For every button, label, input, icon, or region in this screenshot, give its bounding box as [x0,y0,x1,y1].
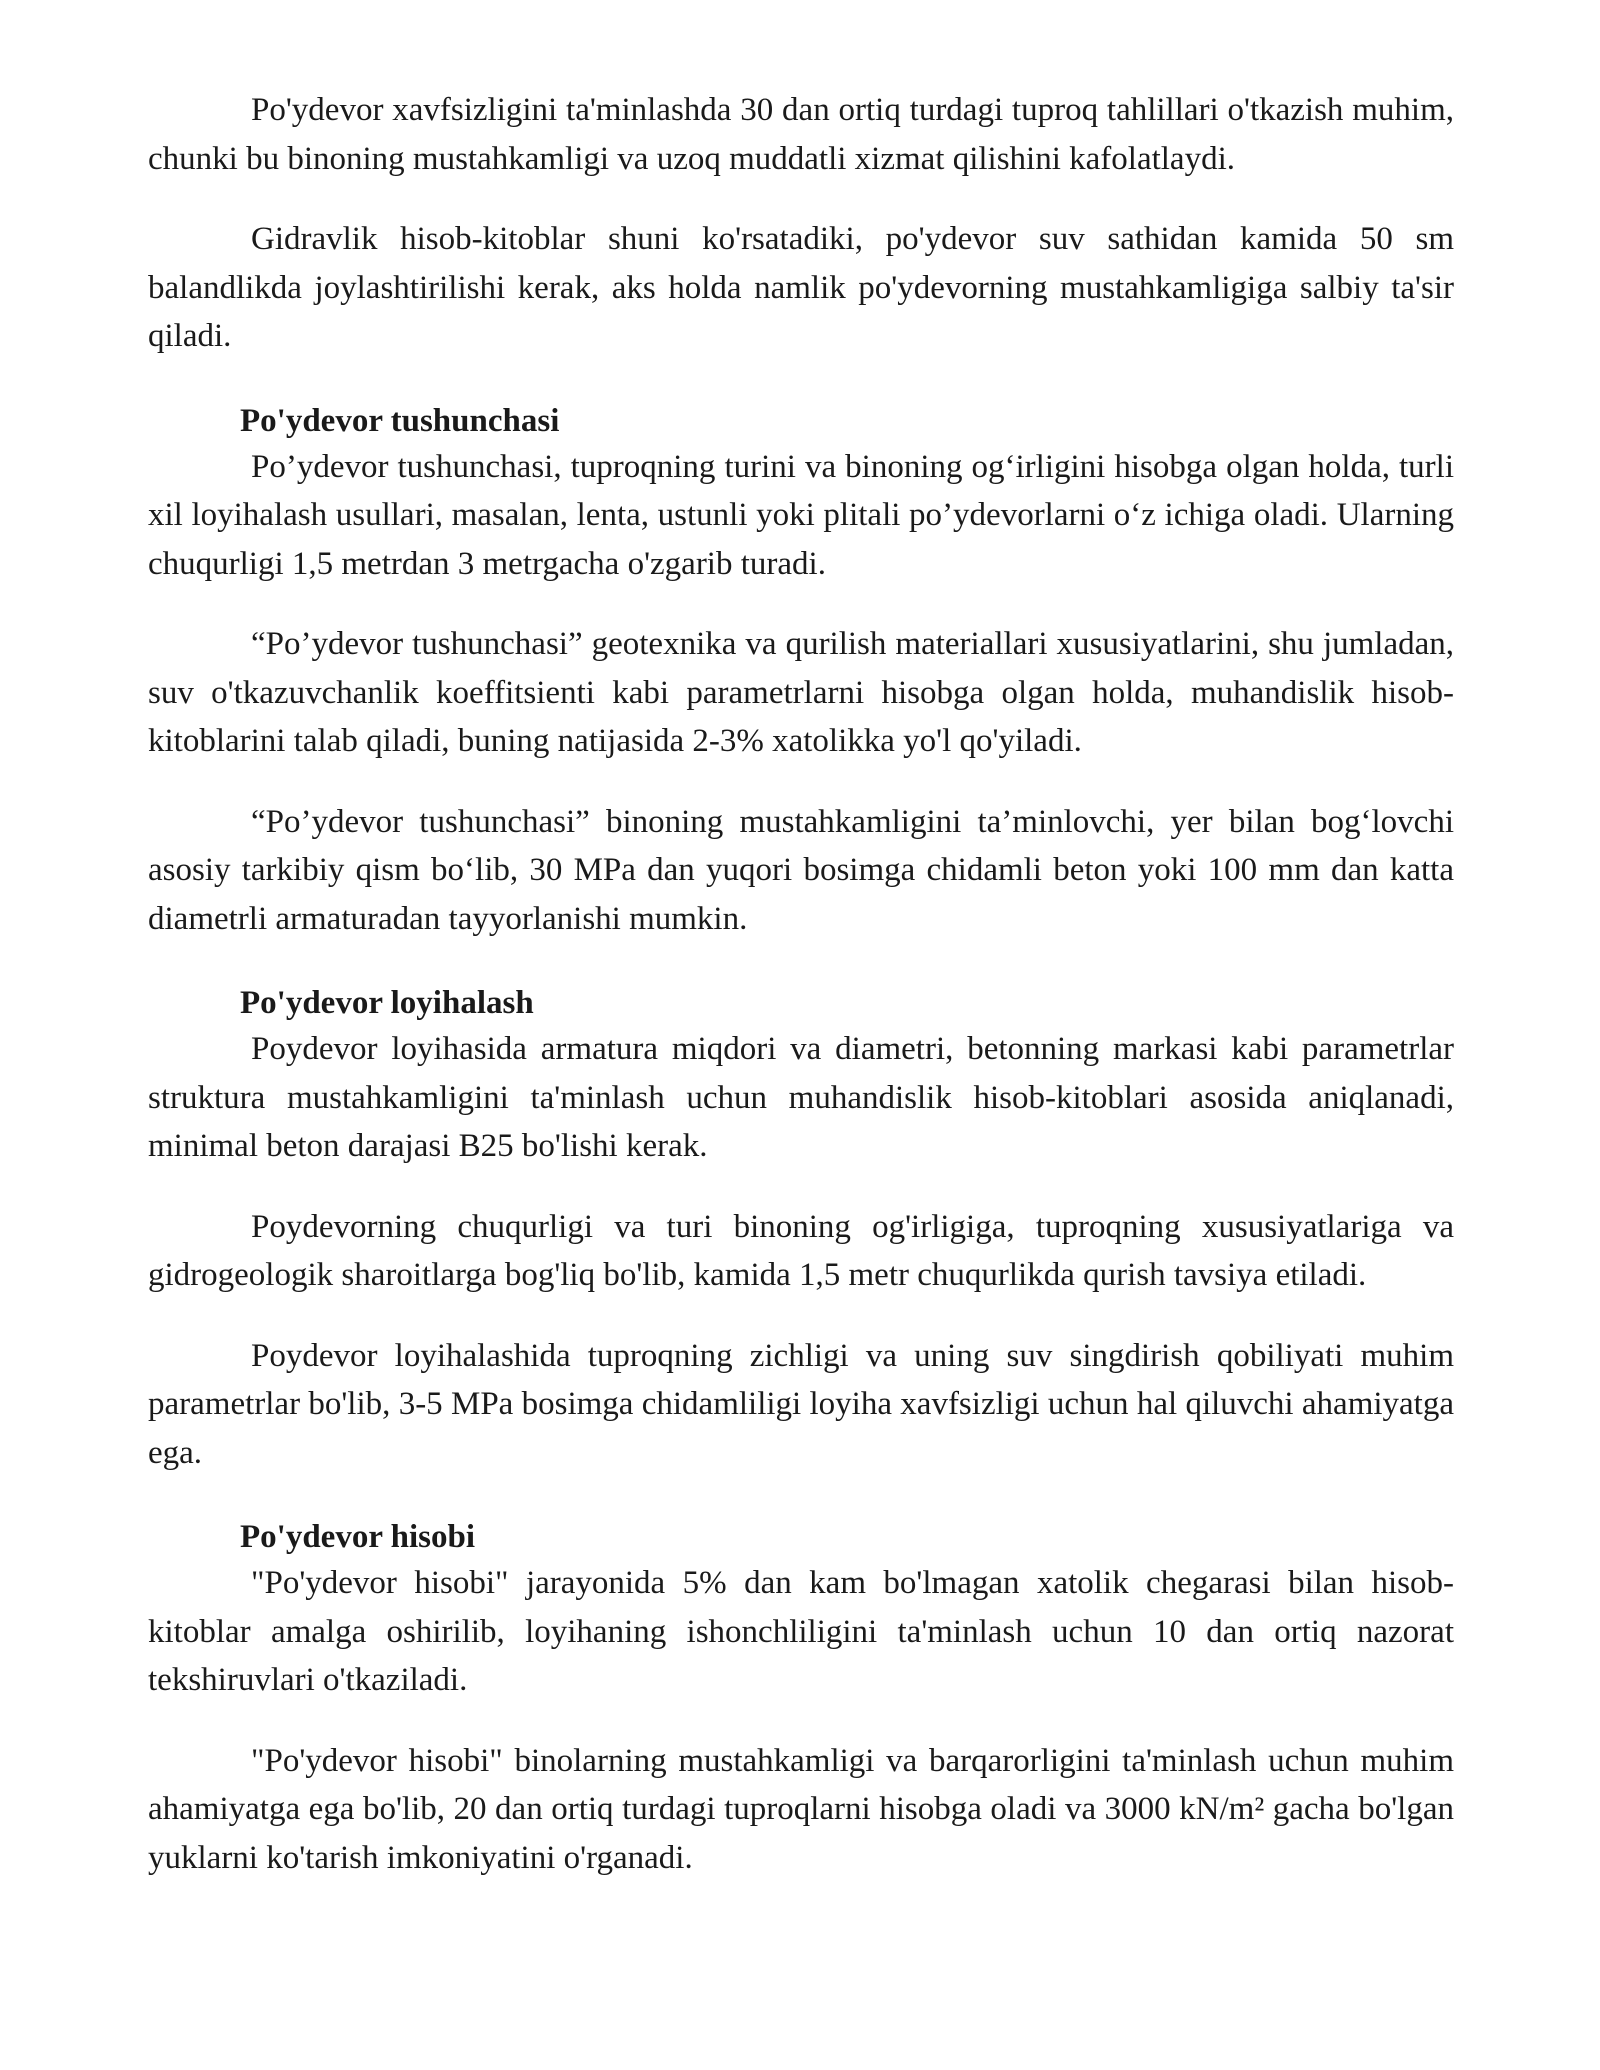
paragraph-concept-types: Po’ydevor tushunchasi, tuproqning turini va binoning og‘irligini hisobga olgan holda, turli xil loyihalash usullari, masalan, lenta, ustunli yoki plitali po’ydevorlarni o‘z ichiga oladi. Ularning chuqurligi 1,5 metrdan 3 metrgacha o'zgarib turadi. [148,448,1454,582]
paragraph-concept-materials: “Po’ydevor tushunchasi” binoning mustahkamligini ta’minlovchi, yer bilan bog‘lovchi asosiy tarkibiy qism bo‘lib, 30 MPa dan yuqori bosimga chidamli beton yoki 100 mm dan katta diametrli armaturadan tayyorlanishi mumkin. [148,803,1454,937]
paragraph-calculation-error-margin: "Po'ydevor hisobi" jarayonida 5% dan kam bo'lmagan xatolik chegarasi bilan hisob-kitoblar amalga oshirilib, loyihaning ishonchliligini ta'minlash uchun 10 dan ortiq nazorat tekshiruvlari o'tkaziladi. [148,1565,1454,1698]
paragraph-design-soil-density: Poydevor loyihalashida tuproqning zichligi va uning suv singdirish qobiliyati muhim parametrlar bo'lib, 3-5 MPa bosimga chidamliligi loyiha xavfsizligi uchun hal qiluvchi ahamiyatga ega. [148,1337,1454,1471]
section-heading-concept: Po'ydevor tushunchasi [240,402,560,439]
paragraph-design-reinforcement: Poydevor loyihasida armatura miqdori va diametri, betonning markasi kabi parametrlar struktura mustahkamligini ta'minlash uchun muhandislik hisob-kitoblari asosida aniqlanadi, minimal beton darajasi B25 bo'lishi kerak. [148,1031,1454,1164]
paragraph-hydraulic-calculations: Gidravlik hisob-kitoblar shuni ko'rsatadiki, po'ydevor suv sathidan kamida 50 sm balandlikda joylashtirilishi kerak, aks holda namlik po'ydevorning mustahkamligiga salbiy ta'sir qiladi. [148,221,1454,354]
paragraph-concept-geotechnics: “Po’ydevor tushunchasi” geotexnika va qurilish materiallari xususiyatlarini, shu jumladan, suv o'tkazuvchanlik koeffitsienti kabi parametrlarni hisobga olgan holda, muhandislik hisob-kitoblarini talab qiladi, buning natijasida 2-3% xatolikka yo'l qo'yiladi. [148,626,1454,759]
paragraph-design-depth: Poydevorning chuqurligi va turi binoning og'irligiga, tuproqning xususiyatlariga va gidrogeologik sharoitlarga bog'liq bo'lib, kamida 1,5 metr chuqurlikda qurish tavsiya etiladi. [148,1208,1454,1293]
section-heading-design: Po'ydevor loyihalash [240,985,534,1021]
document-page [148,86,1454,1914]
paragraph-foundation-safety: Po'ydevor xavfsizligini ta'minlashda 30 dan ortiq turdagi tuproq tahlillari o'tkazish muhim, chunki bu binoning mustahkamligi va uzoq muddatli xizmat qilishini kafolatlaydi. [148,92,1454,177]
paragraph-calculation-loads: "Po'ydevor hisobi" binolarning mustahkamligi va barqarorligini ta'minlash uchun muhim ahamiyatga ega bo'lib, 20 dan ortiq turdagi tuproqlarni hisobga oladi va 3000 kN/m² gacha bo'lgan yuklarni ko'tarish imkoniyatini o'rganadi. [148,1742,1454,1876]
section-heading-calculation: Po'ydevor hisobi [240,1519,476,1555]
